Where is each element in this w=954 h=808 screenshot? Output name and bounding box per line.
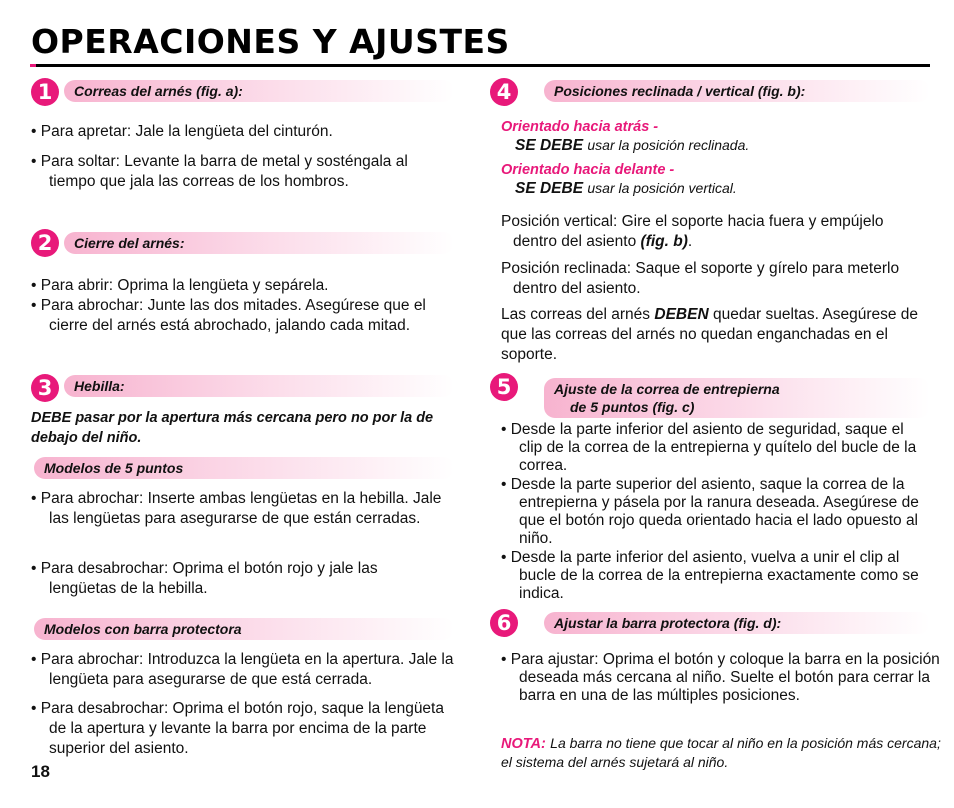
section-6-bullet: • Para ajustar: Oprima el botón y coloque la barra en la posición deseada más cercana al niño. Suelte el botón para cerrar la barra en una de las múltiples posiciones. bbox=[501, 651, 940, 704]
section-4-heading-band bbox=[544, 80, 930, 102]
section-5-bullet: • Desde la parte inferior del asiento de seguridad, saque el clip de la correa de la entrepierna y quítelo del bucle de la correa. bbox=[501, 421, 917, 474]
note-text: La barra no tiene que tocar al niño en la posición más cercana; el sistema del arnés sujetará al niño. bbox=[501, 735, 941, 770]
upright-instruction: Posición vertical: Gire el soporte hacia fuera y empújelo dentro del asiento (fig. b). bbox=[501, 213, 884, 250]
section-4-heading: Posiciones reclinada / vertical (fig. b): bbox=[554, 83, 806, 99]
section-6-heading: Ajustar la barra protectora (fig. d): bbox=[554, 615, 782, 631]
buckle-warning: DEBE pasar por la apertura más cercana pero no por la de debajo del niño. bbox=[31, 410, 434, 446]
title-rule-accent bbox=[30, 64, 36, 67]
rear-must: SE DEBE bbox=[515, 137, 584, 154]
note-label: NOTA: bbox=[501, 736, 546, 752]
section-2-bullet: • Para abrir: Oprima la lengüeta y sepárela. bbox=[31, 277, 329, 294]
bar-model-bullet: • Para desabrochar: Oprima el botón rojo, saque la lengüeta de la apertura y levante la barra por encima de la parte superior del asiento. bbox=[31, 700, 444, 757]
bar-models-heading: Modelos con barra protectora bbox=[44, 621, 242, 637]
section-1-bullet: • Para soltar: Levante la barra de metal y sosténgala al tiempo que jala las correas de los hombros. bbox=[31, 153, 408, 190]
section-2-number-badge: 2 bbox=[31, 229, 59, 257]
five-point-models-heading: Modelos de 5 puntos bbox=[44, 460, 184, 476]
section-2-bullet: • Para abrochar: Junte las dos mitades. Asegúrese que el cierre del arnés está abrochado, jalando cada mitad. bbox=[31, 297, 426, 334]
section-5-number-badge: 5 bbox=[490, 373, 518, 401]
front-facing-label: Orientado hacia delante - bbox=[501, 162, 675, 178]
section-1-bullet: • Para apretar: Jale la lengüeta del cinturón. bbox=[31, 123, 333, 140]
rear-facing-note bbox=[501, 118, 931, 155]
front-facing-note bbox=[501, 161, 931, 198]
section-1-number-badge: 1 bbox=[31, 78, 59, 106]
section-3-number-badge: 3 bbox=[31, 374, 59, 402]
page-number: 18 bbox=[31, 762, 50, 781]
rear-text: usar la posición reclinada. bbox=[587, 137, 750, 153]
section-1-heading-band bbox=[64, 80, 454, 102]
bar-model-bullet: • Para abrochar: Introduzca la lengüeta en la apertura. Jale la lengüeta para asegurarse de que está cerrada. bbox=[31, 651, 454, 688]
section-2-heading: Cierre del arnés: bbox=[74, 235, 185, 251]
note bbox=[501, 734, 951, 772]
section-3-heading-band bbox=[64, 375, 454, 397]
section-5-heading-line1: Ajuste de la correa de entrepierna bbox=[554, 381, 780, 397]
five-point-models-band bbox=[34, 457, 454, 479]
section-1-heading: Correas del arnés (fig. a): bbox=[74, 83, 243, 99]
section-2-heading-band bbox=[64, 232, 454, 254]
recline-instruction: Posición reclinada: Saque el soporte y gírelo para meterlo dentro del asiento. bbox=[501, 260, 900, 297]
title-rule bbox=[30, 64, 930, 67]
five-point-bullet: • Para desabrochar: Oprima el botón rojo y jale las lengüetas de la hebilla. bbox=[31, 560, 378, 597]
front-must: SE DEBE bbox=[515, 180, 584, 197]
straps-note: Las correas del arnés DEBEN quedar sueltas. Asegúrese de que las correas del arnés no quedan enganchadas en el soporte. bbox=[501, 306, 919, 363]
rear-facing-label: Orientado hacia atrás - bbox=[501, 119, 659, 135]
section-4-number-badge: 4 bbox=[490, 78, 518, 106]
page-title: OPERACIONES Y AJUSTES bbox=[31, 22, 510, 61]
section-5-bullet: • Desde la parte inferior del asiento, vuelva a unir el clip al bucle de la correa de la entrepierna exactamente como se indica. bbox=[501, 549, 919, 602]
section-6-heading-band bbox=[544, 612, 930, 634]
bar-models-band bbox=[34, 618, 454, 640]
section-5-heading-band bbox=[544, 378, 930, 418]
five-point-bullet: • Para abrochar: Inserte ambas lengüetas en la hebilla. Jale las lengüetas para asegurarse de que están cerradas. bbox=[31, 490, 442, 527]
section-5-bullet: • Desde la parte superior del asiento, saque la correa de la entrepierna y pásela por la ranura deseada. Asegúrese de que el botón rojo queda orientado hacia el lado opuesto al niño. bbox=[501, 476, 919, 547]
section-6-number-badge: 6 bbox=[490, 609, 518, 637]
front-text: usar la posición vertical. bbox=[587, 180, 737, 196]
section-5-heading-line2: de 5 puntos (fig. c) bbox=[570, 399, 695, 415]
section-3-heading: Hebilla: bbox=[74, 378, 125, 394]
